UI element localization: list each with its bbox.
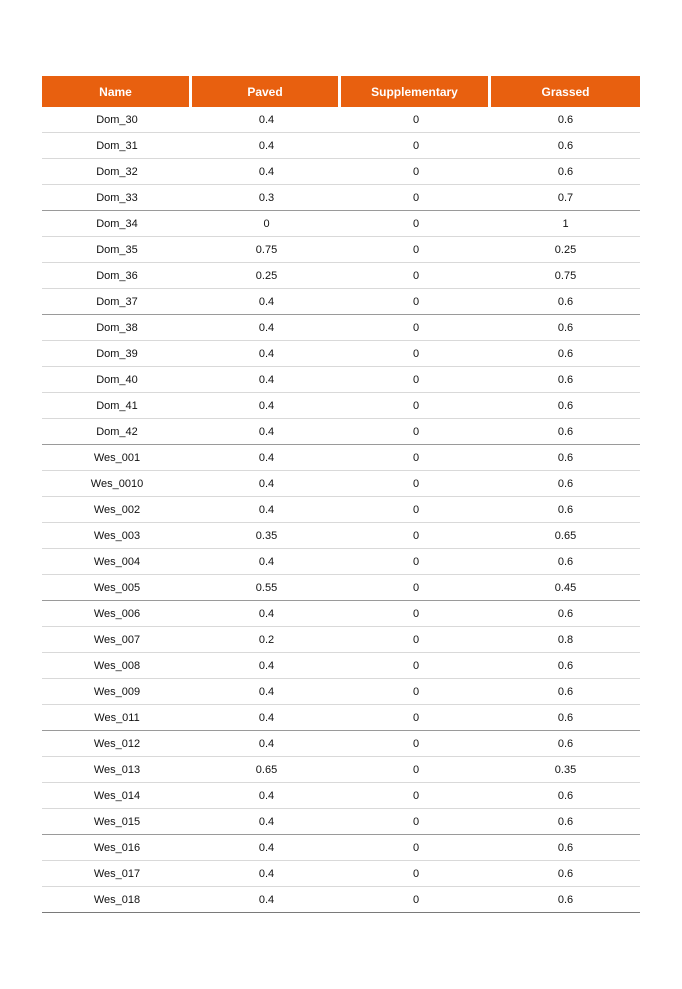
- drainage-surface-table: [42, 76, 640, 913]
- cell-paved: 0: [192, 211, 341, 237]
- table-row: [42, 523, 640, 549]
- cell-name: Wes_008: [42, 653, 192, 679]
- cell-paved: 0.4: [192, 705, 341, 731]
- cell-supplementary: 0: [341, 861, 491, 887]
- cell-paved: 0.4: [192, 107, 341, 133]
- cell-paved: 0.4: [192, 835, 341, 861]
- cell-name: Dom_31: [42, 133, 192, 159]
- cell-supplementary: 0: [341, 809, 491, 835]
- cell-supplementary: 0: [341, 419, 491, 445]
- cell-supplementary: 0: [341, 211, 491, 237]
- table-row: [42, 159, 640, 185]
- cell-supplementary: 0: [341, 653, 491, 679]
- cell-name: Dom_33: [42, 185, 192, 211]
- cell-name: Wes_0010: [42, 471, 192, 497]
- table-row: [42, 263, 640, 289]
- cell-grassed: 0.25: [491, 237, 640, 263]
- cell-supplementary: 0: [341, 471, 491, 497]
- cell-paved: 0.4: [192, 549, 341, 575]
- table-row: [42, 887, 640, 913]
- table-header: [42, 76, 640, 107]
- cell-grassed: 0.6: [491, 783, 640, 809]
- table-row: [42, 289, 640, 315]
- cell-name: Dom_40: [42, 367, 192, 393]
- table-row: [42, 757, 640, 783]
- cell-name: Wes_009: [42, 679, 192, 705]
- cell-grassed: 0.6: [491, 107, 640, 133]
- cell-supplementary: 0: [341, 159, 491, 185]
- table-row: [42, 731, 640, 757]
- cell-grassed: 0.35: [491, 757, 640, 783]
- cell-paved: 0.4: [192, 887, 341, 913]
- cell-grassed: 0.6: [491, 731, 640, 757]
- cell-grassed: 0.6: [491, 471, 640, 497]
- cell-grassed: 0.6: [491, 393, 640, 419]
- cell-name: Wes_015: [42, 809, 192, 835]
- cell-name: Dom_41: [42, 393, 192, 419]
- cell-grassed: 0.6: [491, 367, 640, 393]
- cell-grassed: 0.6: [491, 497, 640, 523]
- cell-paved: 0.4: [192, 393, 341, 419]
- cell-grassed: 0.6: [491, 653, 640, 679]
- header-row: [42, 76, 640, 107]
- cell-paved: 0.55: [192, 575, 341, 601]
- cell-supplementary: 0: [341, 679, 491, 705]
- table-row: [42, 393, 640, 419]
- cell-grassed: 0.6: [491, 861, 640, 887]
- cell-grassed: 0.6: [491, 133, 640, 159]
- cell-paved: 0.4: [192, 679, 341, 705]
- cell-paved: 0.2: [192, 627, 341, 653]
- cell-paved: 0.4: [192, 471, 341, 497]
- cell-paved: 0.4: [192, 289, 341, 315]
- cell-supplementary: 0: [341, 575, 491, 601]
- cell-paved: 0.4: [192, 315, 341, 341]
- table-row: [42, 107, 640, 133]
- cell-name: Wes_003: [42, 523, 192, 549]
- cell-name: Wes_018: [42, 887, 192, 913]
- cell-paved: 0.25: [192, 263, 341, 289]
- cell-grassed: 0.6: [491, 809, 640, 835]
- cell-grassed: 0.6: [491, 679, 640, 705]
- cell-name: Dom_38: [42, 315, 192, 341]
- table-row: [42, 627, 640, 653]
- cell-paved: 0.4: [192, 133, 341, 159]
- cell-paved: 0.4: [192, 367, 341, 393]
- cell-paved: 0.65: [192, 757, 341, 783]
- cell-paved: 0.4: [192, 419, 341, 445]
- table-row: [42, 341, 640, 367]
- table-row: [42, 601, 640, 627]
- column-header-name: Name: [42, 76, 192, 107]
- cell-supplementary: 0: [341, 341, 491, 367]
- cell-grassed: 0.6: [491, 289, 640, 315]
- cell-supplementary: 0: [341, 627, 491, 653]
- cell-paved: 0.4: [192, 445, 341, 471]
- cell-supplementary: 0: [341, 289, 491, 315]
- table-row: [42, 237, 640, 263]
- cell-name: Dom_37: [42, 289, 192, 315]
- cell-grassed: 0.6: [491, 445, 640, 471]
- cell-supplementary: 0: [341, 367, 491, 393]
- table-body: [42, 107, 640, 913]
- table-row: [42, 653, 640, 679]
- cell-name: Wes_004: [42, 549, 192, 575]
- cell-name: Wes_002: [42, 497, 192, 523]
- table-row: [42, 133, 640, 159]
- cell-supplementary: 0: [341, 601, 491, 627]
- cell-paved: 0.4: [192, 497, 341, 523]
- cell-supplementary: 0: [341, 887, 491, 913]
- cell-supplementary: 0: [341, 445, 491, 471]
- cell-name: Wes_011: [42, 705, 192, 731]
- cell-supplementary: 0: [341, 315, 491, 341]
- cell-name: Wes_006: [42, 601, 192, 627]
- table-row: [42, 705, 640, 731]
- table-row: [42, 783, 640, 809]
- cell-name: Dom_30: [42, 107, 192, 133]
- cell-paved: 0.4: [192, 861, 341, 887]
- table-row: [42, 445, 640, 471]
- cell-supplementary: 0: [341, 523, 491, 549]
- cell-grassed: 0.6: [491, 835, 640, 861]
- cell-paved: 0.4: [192, 601, 341, 627]
- cell-supplementary: 0: [341, 107, 491, 133]
- table-row: [42, 497, 640, 523]
- cell-supplementary: 0: [341, 237, 491, 263]
- cell-grassed: 0.6: [491, 419, 640, 445]
- cell-name: Dom_42: [42, 419, 192, 445]
- table-row: [42, 471, 640, 497]
- data-table-container: [42, 76, 640, 913]
- cell-name: Dom_35: [42, 237, 192, 263]
- cell-name: Dom_34: [42, 211, 192, 237]
- table-row: [42, 419, 640, 445]
- cell-paved: 0.3: [192, 185, 341, 211]
- cell-grassed: 0.6: [491, 887, 640, 913]
- table-row: [42, 315, 640, 341]
- cell-name: Wes_005: [42, 575, 192, 601]
- cell-name: Wes_007: [42, 627, 192, 653]
- table-row: [42, 367, 640, 393]
- cell-name: Wes_017: [42, 861, 192, 887]
- table-row: [42, 575, 640, 601]
- cell-grassed: 0.65: [491, 523, 640, 549]
- cell-supplementary: 0: [341, 393, 491, 419]
- cell-supplementary: 0: [341, 783, 491, 809]
- cell-grassed: 0.6: [491, 341, 640, 367]
- cell-name: Wes_013: [42, 757, 192, 783]
- cell-supplementary: 0: [341, 185, 491, 211]
- table-row: [42, 549, 640, 575]
- cell-grassed: 0.45: [491, 575, 640, 601]
- cell-grassed: 0.6: [491, 315, 640, 341]
- cell-supplementary: 0: [341, 835, 491, 861]
- cell-name: Dom_36: [42, 263, 192, 289]
- cell-paved: 0.75: [192, 237, 341, 263]
- table-row: [42, 809, 640, 835]
- cell-supplementary: 0: [341, 757, 491, 783]
- cell-paved: 0.4: [192, 731, 341, 757]
- cell-paved: 0.4: [192, 783, 341, 809]
- cell-paved: 0.4: [192, 653, 341, 679]
- cell-name: Wes_001: [42, 445, 192, 471]
- cell-paved: 0.35: [192, 523, 341, 549]
- cell-paved: 0.4: [192, 809, 341, 835]
- column-header-paved: Paved: [192, 76, 341, 107]
- table-row: [42, 861, 640, 887]
- cell-supplementary: 0: [341, 731, 491, 757]
- cell-grassed: 0.75: [491, 263, 640, 289]
- cell-name: Dom_32: [42, 159, 192, 185]
- cell-grassed: 0.6: [491, 705, 640, 731]
- cell-grassed: 0.6: [491, 159, 640, 185]
- column-header-grassed: Grassed: [491, 76, 640, 107]
- cell-grassed: 0.7: [491, 185, 640, 211]
- cell-supplementary: 0: [341, 549, 491, 575]
- cell-supplementary: 0: [341, 133, 491, 159]
- cell-grassed: 0.6: [491, 601, 640, 627]
- cell-name: Wes_016: [42, 835, 192, 861]
- cell-name: Wes_014: [42, 783, 192, 809]
- cell-supplementary: 0: [341, 497, 491, 523]
- table-row: [42, 835, 640, 861]
- column-header-supplementary: Supplementary: [341, 76, 491, 107]
- table-row: [42, 185, 640, 211]
- cell-paved: 0.4: [192, 341, 341, 367]
- cell-grassed: 0.6: [491, 549, 640, 575]
- cell-name: Dom_39: [42, 341, 192, 367]
- cell-grassed: 1: [491, 211, 640, 237]
- cell-supplementary: 0: [341, 263, 491, 289]
- table-row: [42, 679, 640, 705]
- cell-supplementary: 0: [341, 705, 491, 731]
- cell-name: Wes_012: [42, 731, 192, 757]
- table-row: [42, 211, 640, 237]
- cell-grassed: 0.8: [491, 627, 640, 653]
- cell-paved: 0.4: [192, 159, 341, 185]
